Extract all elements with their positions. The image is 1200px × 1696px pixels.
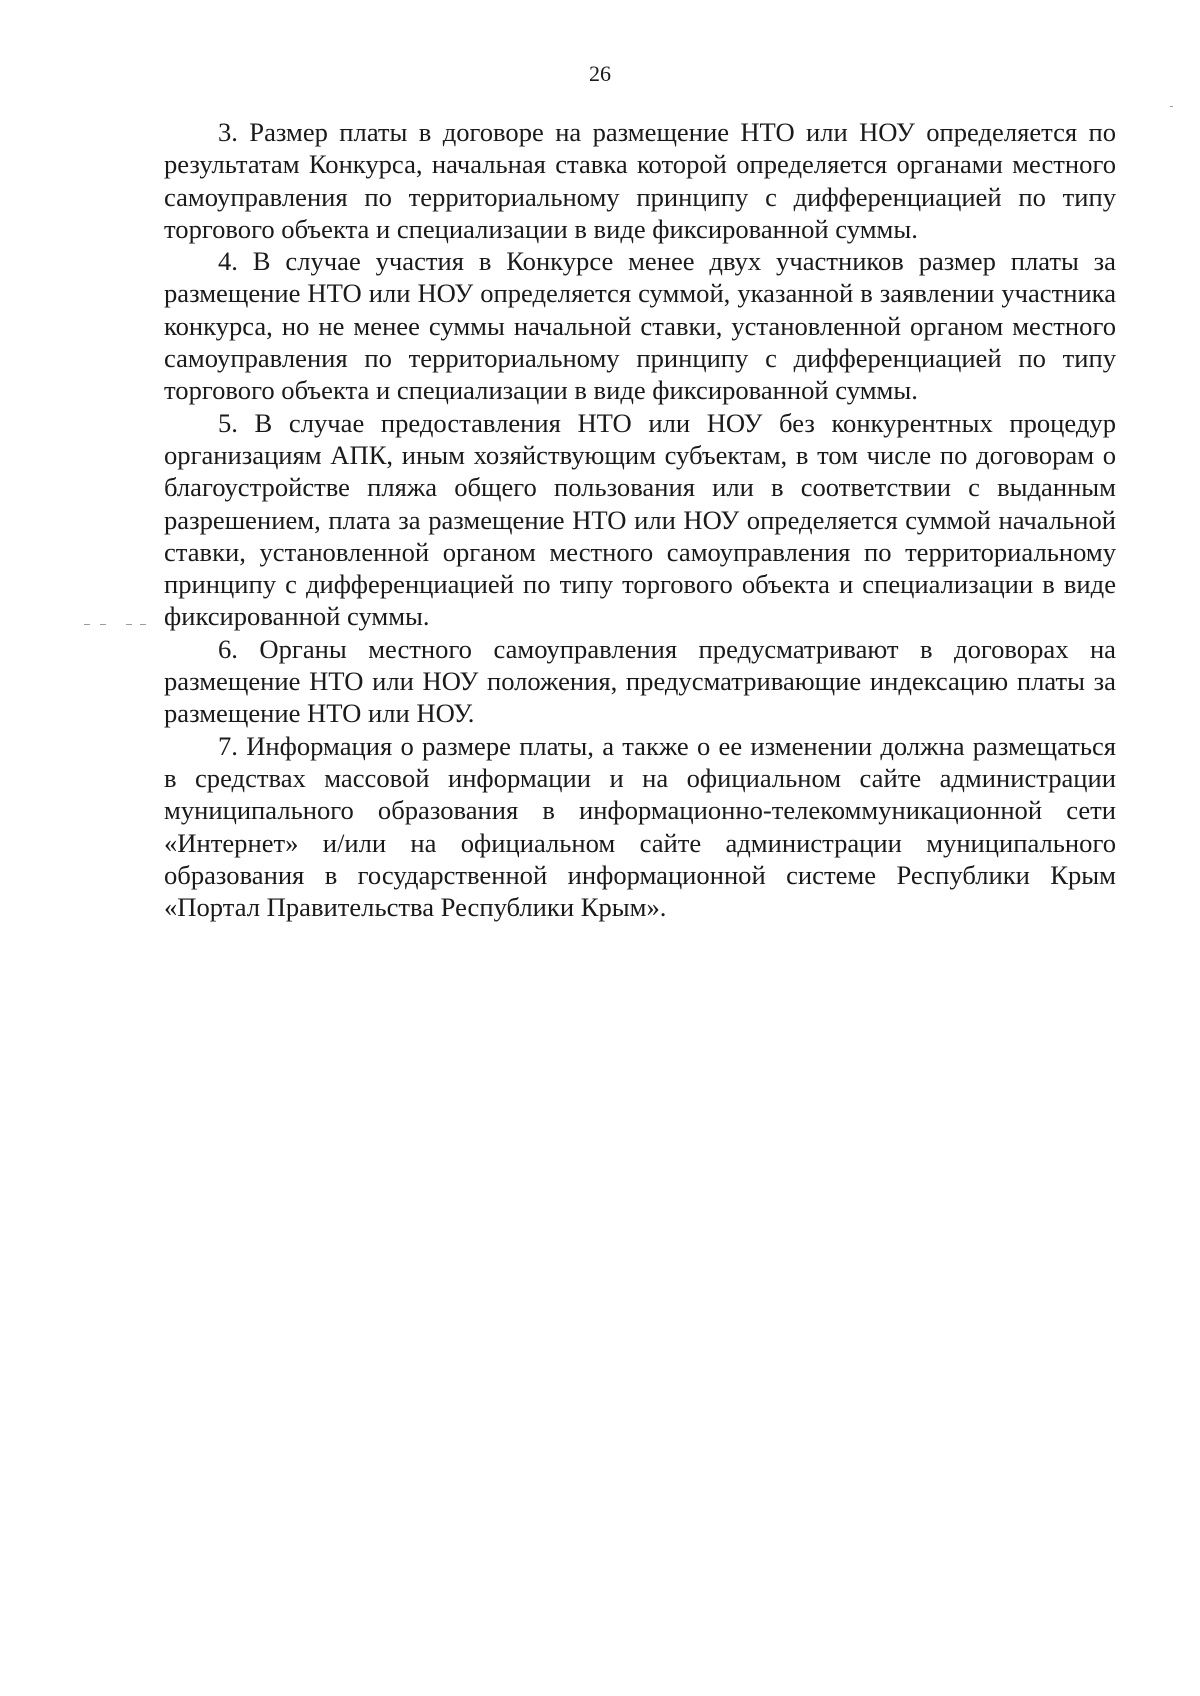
- page-number: 26: [589, 61, 611, 86]
- document-body: [164, 116, 1116, 923]
- paragraph-5: 5. В случае предоставления НТО или НОУ без конкурентных процедур организациям АПК, иным хозяйствующим субъектам, в том числе по договорам о благоустройстве пляжа общего пользования или в соответствии с выданным разрешением, плата за размещение НТО или НОУ определяется суммой начальной ставки, установленной органом местного самоуправления по территориальному принципу с дифференциацией по типу торгового объекта и специализации в виде фиксированной суммы.: [164, 407, 1116, 632]
- scan-mark: [84, 624, 90, 625]
- paragraph-6: 6. Органы местного самоуправления предусматривают в договорах на размещение НТО или НОУ положения, предусматривающие индексацию платы за размещение НТО или НОУ.: [164, 633, 1116, 729]
- scan-mark: [126, 624, 132, 625]
- paragraph-4: 4. В случае участия в Конкурсе менее двух участников размер платы за размещение НТО или НОУ определяется суммой, указанной в заявлении участника конкурса, но не менее суммы начальной ставки, установленной органом местного самоуправления по территориальному принципу с дифференциацией по типу торгового объекта и специализации в виде фиксированной суммы.: [164, 246, 1116, 406]
- paragraph-7: 7. Информация о размере платы, а также о ее изменении должна размещаться в средствах массовой информации и на официальном сайте администрации муниципального образования в информационно-телекоммуникационной сети «Интернет» и/или на официальном сайте администрации муниципального образования в государственной информационной системе Республики Крым «Портал Правительства Республики Крым».: [164, 730, 1116, 923]
- paragraph-3: 3. Размер платы в договоре на размещение НТО или НОУ определяется по результатам Конкурса, начальная ставка которой определяется органами местного самоуправления по территориальному принципу с дифференциацией по типу торгового объекта и специализации в виде фиксированной суммы.: [164, 117, 1116, 244]
- scan-mark: [100, 624, 106, 625]
- scan-mark: [140, 624, 146, 625]
- scan-mark: [1170, 106, 1173, 107]
